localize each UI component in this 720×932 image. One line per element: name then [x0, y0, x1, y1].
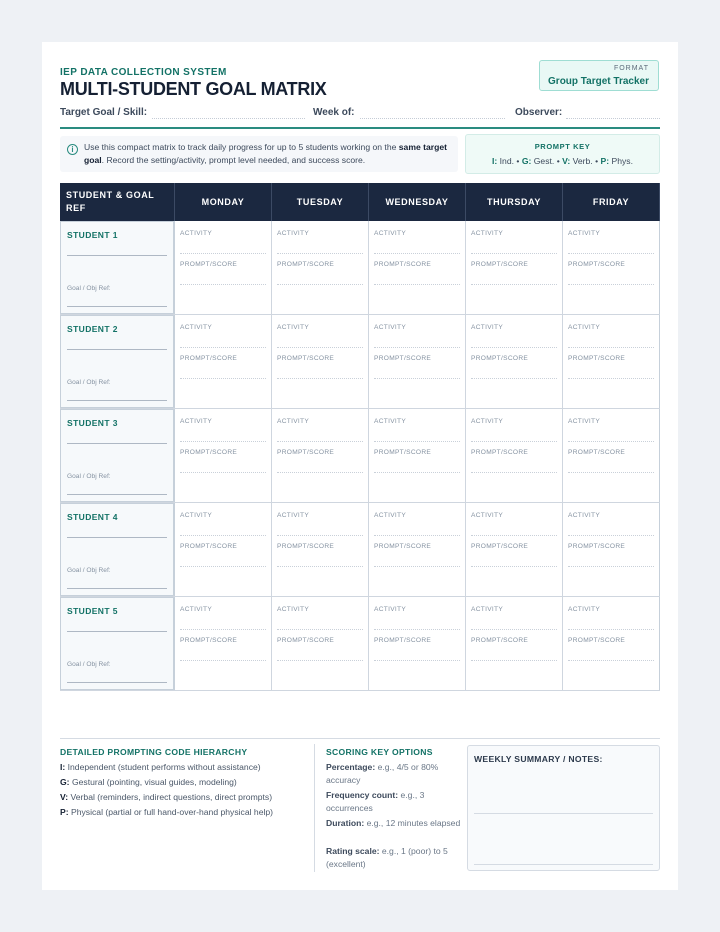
activity-label: ACTIVITY: [277, 324, 310, 331]
column-header-student: STUDENT & GOAL REF: [60, 183, 175, 221]
activity-label: ACTIVITY: [180, 230, 213, 237]
hierarchy-title: DETAILED PROMPTING CODE HIERARCHY: [60, 747, 248, 757]
student-name-field[interactable]: [67, 349, 167, 350]
activity-field[interactable]: [374, 347, 460, 348]
scoring-item: Duration: e.g., 12 minutes elapsed: [326, 818, 461, 828]
day-cell[interactable]: [175, 221, 272, 314]
activity-label: ACTIVITY: [277, 418, 310, 425]
week-of-label: Week of:: [313, 107, 355, 118]
prompt-score-field[interactable]: [180, 472, 266, 473]
prompt-score-label: PROMPT/SCORE: [374, 261, 432, 268]
activity-label: ACTIVITY: [374, 418, 407, 425]
column-header-day: MONDAY: [175, 183, 272, 221]
prompt-score-field[interactable]: [471, 660, 557, 661]
day-cell[interactable]: [272, 221, 369, 314]
activity-label: ACTIVITY: [471, 324, 504, 331]
activity-field[interactable]: [568, 347, 654, 348]
day-cell[interactable]: [563, 221, 660, 314]
prompt-score-field[interactable]: [277, 660, 363, 661]
prompt-score-label: PROMPT/SCORE: [180, 543, 238, 550]
activity-field[interactable]: [277, 535, 363, 536]
prompt-score-label: PROMPT/SCORE: [374, 543, 432, 550]
goal-ref-field[interactable]: [67, 682, 167, 683]
prompt-score-field[interactable]: [568, 284, 654, 285]
prompt-score-label: PROMPT/SCORE: [180, 449, 238, 456]
day-cell[interactable]: [272, 409, 369, 502]
prompt-score-label: PROMPT/SCORE: [277, 637, 335, 644]
prompt-score-label: PROMPT/SCORE: [180, 637, 238, 644]
observer-label: Observer:: [515, 107, 563, 118]
day-cell[interactable]: [272, 503, 369, 596]
student-name: STUDENT 3: [67, 418, 118, 428]
activity-field[interactable]: [568, 629, 654, 630]
activity-label: ACTIVITY: [180, 512, 213, 519]
summary-title: WEEKLY SUMMARY / NOTES:: [474, 754, 603, 764]
goal-ref-field[interactable]: [67, 588, 167, 589]
prompt-score-field[interactable]: [471, 566, 557, 567]
activity-label: ACTIVITY: [471, 230, 504, 237]
activity-field[interactable]: [471, 347, 557, 348]
activity-label: ACTIVITY: [277, 512, 310, 519]
scoring-item: Frequency count: e.g., 3 occurrences: [326, 790, 425, 813]
activity-field[interactable]: [568, 441, 654, 442]
day-cell[interactable]: [175, 409, 272, 502]
student-cell: [60, 221, 175, 314]
prompt-score-field[interactable]: [180, 566, 266, 567]
worksheet-page: [42, 42, 678, 890]
prompt-score-label: PROMPT/SCORE: [471, 355, 529, 362]
prompt-score-field[interactable]: [277, 284, 363, 285]
activity-field[interactable]: [471, 535, 557, 536]
day-cell[interactable]: [272, 315, 369, 408]
student-name: STUDENT 1: [67, 230, 118, 240]
day-cell[interactable]: [175, 503, 272, 596]
day-cell[interactable]: [563, 315, 660, 408]
student-name: STUDENT 2: [67, 324, 118, 334]
activity-label: ACTIVITY: [180, 606, 213, 613]
activity-field[interactable]: [180, 535, 266, 536]
format-badge: [539, 60, 659, 91]
column-header-day: THURSDAY: [466, 183, 563, 221]
day-cell[interactable]: [466, 597, 563, 690]
hierarchy-item: P: Physical (partial or full hand-over-hand physical help): [60, 807, 274, 817]
format-value: Group Target Tracker: [548, 76, 649, 87]
student-row: [60, 221, 660, 315]
activity-label: ACTIVITY: [471, 418, 504, 425]
prompt-score-field[interactable]: [180, 378, 266, 379]
goal-ref-label: Goal / Obj Ref:: [67, 661, 111, 668]
day-cell[interactable]: [369, 503, 466, 596]
prompt-score-label: PROMPT/SCORE: [277, 449, 335, 456]
summary-line: [474, 864, 653, 865]
day-cell[interactable]: [563, 597, 660, 690]
activity-label: ACTIVITY: [374, 230, 407, 237]
student-name: STUDENT 4: [67, 512, 118, 522]
day-cell[interactable]: [369, 409, 466, 502]
header-divider: [60, 127, 660, 129]
goal-ref-field[interactable]: [67, 306, 167, 307]
student-row: [60, 597, 660, 691]
activity-field[interactable]: [180, 629, 266, 630]
page-title: MULTI-STUDENT GOAL MATRIX: [60, 79, 327, 99]
student-cell: [60, 597, 175, 690]
activity-label: ACTIVITY: [568, 512, 601, 519]
activity-field[interactable]: [568, 535, 654, 536]
student-name-field[interactable]: [67, 443, 167, 444]
day-cell[interactable]: [563, 409, 660, 502]
hierarchy-item: I: Independent (student performs without assistance): [60, 762, 261, 772]
prompt-score-label: PROMPT/SCORE: [374, 449, 432, 456]
prompt-score-label: PROMPT/SCORE: [568, 449, 626, 456]
activity-field[interactable]: [277, 629, 363, 630]
prompt-score-label: PROMPT/SCORE: [277, 261, 335, 268]
prompt-score-field[interactable]: [374, 566, 460, 567]
student-row: [60, 503, 660, 597]
column-header-day: WEDNESDAY: [369, 183, 466, 221]
target-goal-label: Target Goal / Skill:: [60, 107, 148, 118]
prompt-score-field[interactable]: [471, 284, 557, 285]
activity-field[interactable]: [277, 253, 363, 254]
info-icon: i: [67, 144, 78, 155]
prompt-key-box: [465, 134, 660, 174]
day-cell[interactable]: [175, 315, 272, 408]
student-cell: [60, 409, 175, 502]
day-cell[interactable]: [369, 315, 466, 408]
goal-ref-field[interactable]: [67, 494, 167, 495]
prompt-score-label: PROMPT/SCORE: [568, 355, 626, 362]
activity-field[interactable]: [277, 441, 363, 442]
instructions-box: [60, 136, 458, 172]
prompt-score-label: PROMPT/SCORE: [471, 543, 529, 550]
student-cell: [60, 503, 175, 596]
prompt-score-field[interactable]: [471, 378, 557, 379]
prompt-score-label: PROMPT/SCORE: [471, 449, 529, 456]
scoring-title: SCORING KEY OPTIONS: [326, 747, 433, 757]
prompt-score-label: PROMPT/SCORE: [180, 355, 238, 362]
activity-field[interactable]: [568, 253, 654, 254]
format-label: FORMAT: [613, 65, 649, 72]
summary-line: [474, 813, 653, 814]
prompt-score-field[interactable]: [374, 378, 460, 379]
activity-label: ACTIVITY: [568, 418, 601, 425]
hierarchy-item: G: Gestural (pointing, visual guides, modeling): [60, 777, 237, 787]
scoring-item: Percentage: e.g., 4/5 or 80% accuracy: [326, 762, 439, 785]
activity-field[interactable]: [180, 347, 266, 348]
prompt-score-field[interactable]: [277, 472, 363, 473]
system-kicker: IEP DATA COLLECTION SYSTEM: [60, 67, 227, 78]
activity-field[interactable]: [180, 253, 266, 254]
student-row: [60, 409, 660, 503]
activity-field[interactable]: [374, 535, 460, 536]
observer-field[interactable]: [566, 118, 660, 119]
prompt-score-field[interactable]: [277, 378, 363, 379]
prompt-score-field[interactable]: [568, 378, 654, 379]
activity-field[interactable]: [374, 629, 460, 630]
prompt-score-field[interactable]: [374, 660, 460, 661]
student-cell: [60, 315, 175, 408]
column-divider: [314, 744, 315, 872]
prompt-score-label: PROMPT/SCORE: [568, 543, 626, 550]
activity-field[interactable]: [374, 253, 460, 254]
activity-field[interactable]: [374, 441, 460, 442]
prompt-score-label: PROMPT/SCORE: [277, 355, 335, 362]
activity-field[interactable]: [277, 347, 363, 348]
student-name-field[interactable]: [67, 255, 167, 256]
scoring-item: Rating scale: e.g., 1 (poor) to 5 (excellent): [326, 846, 448, 869]
activity-label: ACTIVITY: [180, 324, 213, 331]
prompt-score-label: PROMPT/SCORE: [568, 261, 626, 268]
activity-label: ACTIVITY: [471, 606, 504, 613]
prompt-score-field[interactable]: [180, 284, 266, 285]
goal-ref-label: Goal / Obj Ref:: [67, 473, 111, 480]
student-name-field[interactable]: [67, 631, 167, 632]
prompt-score-field[interactable]: [568, 472, 654, 473]
day-cell[interactable]: [563, 503, 660, 596]
prompt-score-label: PROMPT/SCORE: [471, 637, 529, 644]
prompt-score-label: PROMPT/SCORE: [277, 543, 335, 550]
prompt-score-label: PROMPT/SCORE: [374, 355, 432, 362]
activity-field[interactable]: [471, 253, 557, 254]
footer-divider: [60, 738, 660, 739]
day-cell[interactable]: [466, 221, 563, 314]
column-header-day: FRIDAY: [563, 183, 660, 221]
day-cell[interactable]: [369, 597, 466, 690]
day-cell[interactable]: [466, 315, 563, 408]
goal-ref-label: Goal / Obj Ref:: [67, 379, 111, 386]
prompt-score-field[interactable]: [374, 284, 460, 285]
prompt-score-label: PROMPT/SCORE: [471, 261, 529, 268]
activity-label: ACTIVITY: [374, 512, 407, 519]
weekly-summary-box[interactable]: [467, 745, 660, 871]
day-cell[interactable]: [466, 409, 563, 502]
activity-label: ACTIVITY: [277, 230, 310, 237]
activity-field[interactable]: [180, 441, 266, 442]
activity-label: ACTIVITY: [374, 324, 407, 331]
week-of-field[interactable]: [360, 118, 505, 119]
day-cell[interactable]: [466, 503, 563, 596]
activity-field[interactable]: [471, 629, 557, 630]
column-header-day: TUESDAY: [272, 183, 369, 221]
activity-label: ACTIVITY: [277, 606, 310, 613]
prompt-score-label: PROMPT/SCORE: [180, 261, 238, 268]
activity-label: ACTIVITY: [180, 418, 213, 425]
goal-ref-field[interactable]: [67, 400, 167, 401]
prompt-score-field[interactable]: [471, 472, 557, 473]
prompt-score-label: PROMPT/SCORE: [568, 637, 626, 644]
day-cell[interactable]: [175, 597, 272, 690]
student-name-field[interactable]: [67, 537, 167, 538]
student-name: STUDENT 5: [67, 606, 118, 616]
prompt-key-title: PROMPT KEY: [534, 142, 591, 151]
activity-label: ACTIVITY: [471, 512, 504, 519]
prompt-key-items: I: Ind. • G: Gest. • V: Verb. • P: Phys.: [492, 156, 633, 166]
prompt-score-field[interactable]: [180, 660, 266, 661]
hierarchy-item: V: Verbal (reminders, indirect questions, direct prompts): [60, 792, 273, 802]
prompt-score-label: PROMPT/SCORE: [374, 637, 432, 644]
day-cell[interactable]: [272, 597, 369, 690]
activity-label: ACTIVITY: [374, 606, 407, 613]
prompt-score-field[interactable]: [277, 566, 363, 567]
prompt-score-field[interactable]: [568, 566, 654, 567]
goal-ref-label: Goal / Obj Ref:: [67, 567, 111, 574]
activity-label: ACTIVITY: [568, 324, 601, 331]
student-row: [60, 315, 660, 409]
prompt-score-field[interactable]: [374, 472, 460, 473]
activity-field[interactable]: [471, 441, 557, 442]
instructions-text: Use this compact matrix to track daily progress for up to 5 students working on the same target goal. Record the setting/activity, prompt level needed, and success score.: [84, 142, 448, 165]
prompt-score-field[interactable]: [568, 660, 654, 661]
day-cell[interactable]: [369, 221, 466, 314]
goal-ref-label: Goal / Obj Ref:: [67, 285, 111, 292]
activity-label: ACTIVITY: [568, 230, 601, 237]
target-goal-field[interactable]: [152, 118, 305, 119]
activity-label: ACTIVITY: [568, 606, 601, 613]
